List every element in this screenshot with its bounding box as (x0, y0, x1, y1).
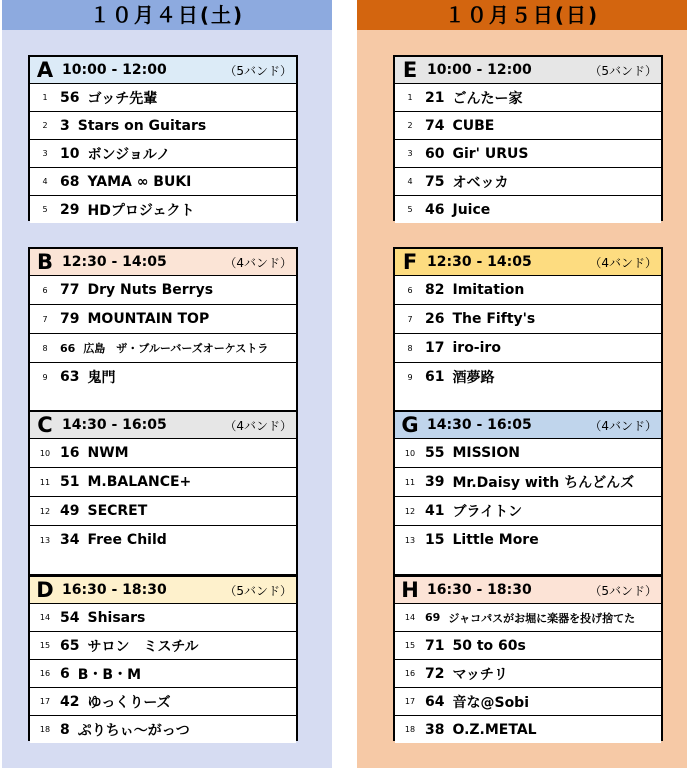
slot-header (30, 57, 296, 84)
band-row (395, 660, 661, 688)
band-name: 広島 ザ・ブルーバーズオーケストラ (83, 342, 269, 355)
band-row (30, 196, 296, 223)
slot-band-count: （4バンド） (589, 255, 657, 270)
slot-letter: C (37, 413, 53, 437)
band-name: ぷりちぃ～がっつ (77, 722, 190, 739)
band-name: O.Z.METAL (452, 721, 537, 738)
row-index: 18 (404, 725, 416, 734)
slot-block-b (28, 247, 298, 413)
slot-letter: H (401, 578, 419, 602)
band-name: Shisars (87, 609, 146, 626)
band-number: 74 (425, 117, 445, 134)
slot-time: 14:30 - 16:05 (62, 417, 167, 433)
band-row (30, 439, 296, 468)
slot-time: 10:00 - 12:00 (62, 62, 167, 78)
slot-letter: D (36, 578, 54, 602)
band-name: ごんたー家 (452, 90, 523, 107)
band-row (30, 334, 296, 363)
band-number: 75 (425, 173, 445, 190)
band-number: 41 (425, 503, 445, 519)
band-name: ブライトン (452, 504, 523, 520)
band-number: 54 (60, 609, 80, 626)
band-row (395, 632, 661, 660)
band-number: 10 (60, 145, 80, 162)
band-number: 3 (60, 117, 70, 134)
slot-time: 14:30 - 16:05 (427, 417, 532, 433)
band-row (30, 632, 296, 660)
band-row (30, 84, 296, 112)
band-name: HDプロジェクト (87, 202, 195, 219)
band-row (30, 140, 296, 168)
slot-letter: F (402, 250, 418, 274)
band-row (30, 604, 296, 632)
slot-block-a (28, 55, 298, 221)
band-row (30, 688, 296, 716)
band-row (30, 305, 296, 334)
slot-block-d (28, 575, 298, 741)
band-name: マッチリ (452, 666, 508, 683)
band-name: Free Child (87, 532, 167, 548)
row-index: 16 (404, 669, 416, 678)
row-index: 1 (407, 93, 413, 102)
slot-header (395, 412, 661, 439)
band-row (30, 660, 296, 688)
slot-time: 12:30 - 14:05 (427, 254, 532, 270)
slot-time: 16:30 - 18:30 (62, 582, 167, 598)
band-number: 66 (60, 341, 76, 355)
row-index: 8 (407, 343, 413, 353)
band-number: 15 (425, 532, 445, 548)
band-name: Stars on Guitars (77, 117, 207, 134)
slot-band-count: （4バンド） (224, 255, 292, 270)
slot-band-count: （4バンド） (589, 418, 657, 433)
band-number: 21 (425, 89, 445, 106)
band-number: 71 (425, 637, 445, 654)
band-number: 72 (425, 665, 445, 682)
row-index: 5 (42, 205, 48, 214)
band-number: 63 (60, 369, 80, 385)
row-index: 3 (42, 149, 48, 158)
row-index: 16 (39, 669, 51, 678)
band-row (395, 363, 661, 391)
band-row (30, 526, 296, 554)
band-name: iro-iro (452, 340, 501, 356)
band-name: YAMA ∞ BUKI (87, 173, 192, 190)
band-number: 46 (425, 201, 445, 218)
band-name: Imitation (452, 282, 525, 298)
band-number: 55 (425, 445, 445, 461)
row-index: 2 (42, 121, 48, 130)
row-index: 13 (404, 535, 416, 545)
row-index: 17 (39, 697, 51, 706)
row-index: 15 (404, 641, 416, 650)
slot-time: 16:30 - 18:30 (427, 582, 532, 598)
row-index: 3 (407, 149, 413, 158)
band-name: Juice (452, 201, 491, 218)
slot-time: 10:00 - 12:00 (427, 62, 532, 78)
band-number: 69 (425, 611, 441, 624)
band-name: 鬼門 (87, 370, 116, 386)
band-number: 64 (425, 693, 445, 710)
band-row (395, 334, 661, 363)
band-name: Little More (452, 532, 539, 548)
band-number: 61 (425, 369, 445, 385)
band-row (30, 497, 296, 526)
slot-block-h (393, 575, 663, 741)
band-number: 79 (60, 311, 80, 327)
band-number: 38 (425, 721, 445, 738)
row-index: 10 (404, 448, 416, 458)
row-index: 11 (39, 477, 51, 487)
band-name: SECRET (87, 503, 148, 519)
slot-block-g (393, 410, 663, 576)
band-number: 51 (60, 474, 80, 490)
slot-header (30, 412, 296, 439)
band-number: 34 (60, 532, 80, 548)
band-number: 17 (425, 340, 445, 356)
row-index: 11 (404, 477, 416, 487)
day-title: １０月４日(土) (2, 0, 332, 30)
band-number: 42 (60, 693, 80, 710)
slot-letter: E (402, 58, 418, 82)
slot-band-count: （5バンド） (224, 63, 292, 78)
band-name: MISSION (452, 445, 520, 461)
band-row (395, 468, 661, 497)
band-number: 29 (60, 201, 80, 218)
row-index: 9 (407, 372, 413, 382)
row-index: 12 (39, 506, 51, 516)
row-index: 4 (42, 177, 48, 186)
band-row (395, 140, 661, 168)
row-index: 7 (42, 314, 48, 324)
slot-header (395, 57, 661, 84)
band-number: 60 (425, 145, 445, 162)
day-column-sunday (357, 0, 687, 768)
slot-time: 12:30 - 14:05 (62, 254, 167, 270)
band-number: 56 (60, 89, 80, 106)
band-name: オベッカ (452, 174, 509, 191)
row-index: 12 (404, 506, 416, 516)
row-index: 10 (39, 448, 51, 458)
band-name: 酒夢路 (452, 370, 495, 386)
band-row (395, 168, 661, 196)
slot-header (395, 577, 661, 604)
band-name: ゴッチ先輩 (87, 90, 158, 107)
row-index: 7 (407, 314, 413, 324)
slot-band-count: （5バンド） (589, 583, 657, 598)
slot-block-e (393, 55, 663, 221)
slot-band-count: （4バンド） (224, 418, 292, 433)
day-column-saturday (2, 0, 332, 768)
band-row (395, 305, 661, 334)
row-index: 18 (39, 725, 51, 734)
row-index: 17 (404, 697, 416, 706)
band-row (395, 526, 661, 554)
band-name: M.BALANCE+ (87, 474, 192, 490)
row-index: 8 (42, 343, 48, 353)
band-number: 16 (60, 445, 80, 461)
band-row (30, 468, 296, 497)
band-name: Mr.Daisy with ちんどんズ (452, 475, 635, 491)
row-index: 15 (39, 641, 51, 650)
slot-letter: A (36, 58, 54, 82)
band-number: 6 (60, 665, 70, 682)
row-index: 9 (42, 372, 48, 382)
band-number: 68 (60, 173, 80, 190)
band-name: The Fifty's (452, 311, 536, 327)
row-index: 14 (404, 613, 416, 622)
band-number: 77 (60, 282, 80, 298)
day-title: １０月５日(日) (357, 0, 687, 30)
row-index: 6 (407, 285, 413, 295)
slot-band-count: （5バンド） (589, 63, 657, 78)
band-name: MOUNTAIN TOP (87, 311, 210, 327)
band-row (395, 84, 661, 112)
band-row (30, 168, 296, 196)
row-index: 6 (42, 285, 48, 295)
row-index: 14 (39, 613, 51, 622)
band-row (395, 604, 661, 632)
band-number: 82 (425, 282, 445, 298)
band-row (30, 716, 296, 743)
band-row (395, 688, 661, 716)
band-name: ゆっくりーズ (87, 694, 171, 711)
band-name: B・B・M (77, 666, 142, 683)
band-number: 26 (425, 311, 445, 327)
band-number: 65 (60, 637, 80, 654)
band-row (395, 112, 661, 140)
row-index: 4 (407, 177, 413, 186)
band-row (395, 196, 661, 223)
band-name: Gir' URUS (452, 145, 529, 162)
band-name: サロン ミスチル (87, 638, 199, 655)
band-row (30, 112, 296, 140)
band-name: 音な@Sobi (452, 694, 530, 711)
band-name: ボンジョルノ (87, 146, 171, 163)
band-name: ジャコパスがお堀に楽器を投げ捨てた (448, 611, 636, 625)
band-name: Dry Nuts Berrys (87, 282, 214, 298)
slot-letter: B (36, 250, 53, 274)
slot-header (30, 249, 296, 276)
band-name: CUBE (452, 117, 495, 134)
band-row (30, 276, 296, 305)
slot-header (30, 577, 296, 604)
slot-block-f (393, 247, 663, 413)
band-number: 39 (425, 474, 445, 490)
row-index: 1 (42, 93, 48, 102)
slot-block-c (28, 410, 298, 576)
band-number: 49 (60, 503, 80, 519)
slot-header (395, 249, 661, 276)
row-index: 5 (407, 205, 413, 214)
band-row (395, 497, 661, 526)
band-number: 8 (60, 721, 70, 738)
band-row (30, 363, 296, 391)
row-index: 13 (39, 535, 51, 545)
band-row (395, 716, 661, 743)
band-name: NWM (87, 445, 129, 461)
slot-letter: G (401, 413, 419, 437)
row-index: 2 (407, 121, 413, 130)
band-row (395, 276, 661, 305)
slot-band-count: （5バンド） (224, 583, 292, 598)
band-row (395, 439, 661, 468)
band-name: 50 to 60s (452, 637, 526, 654)
